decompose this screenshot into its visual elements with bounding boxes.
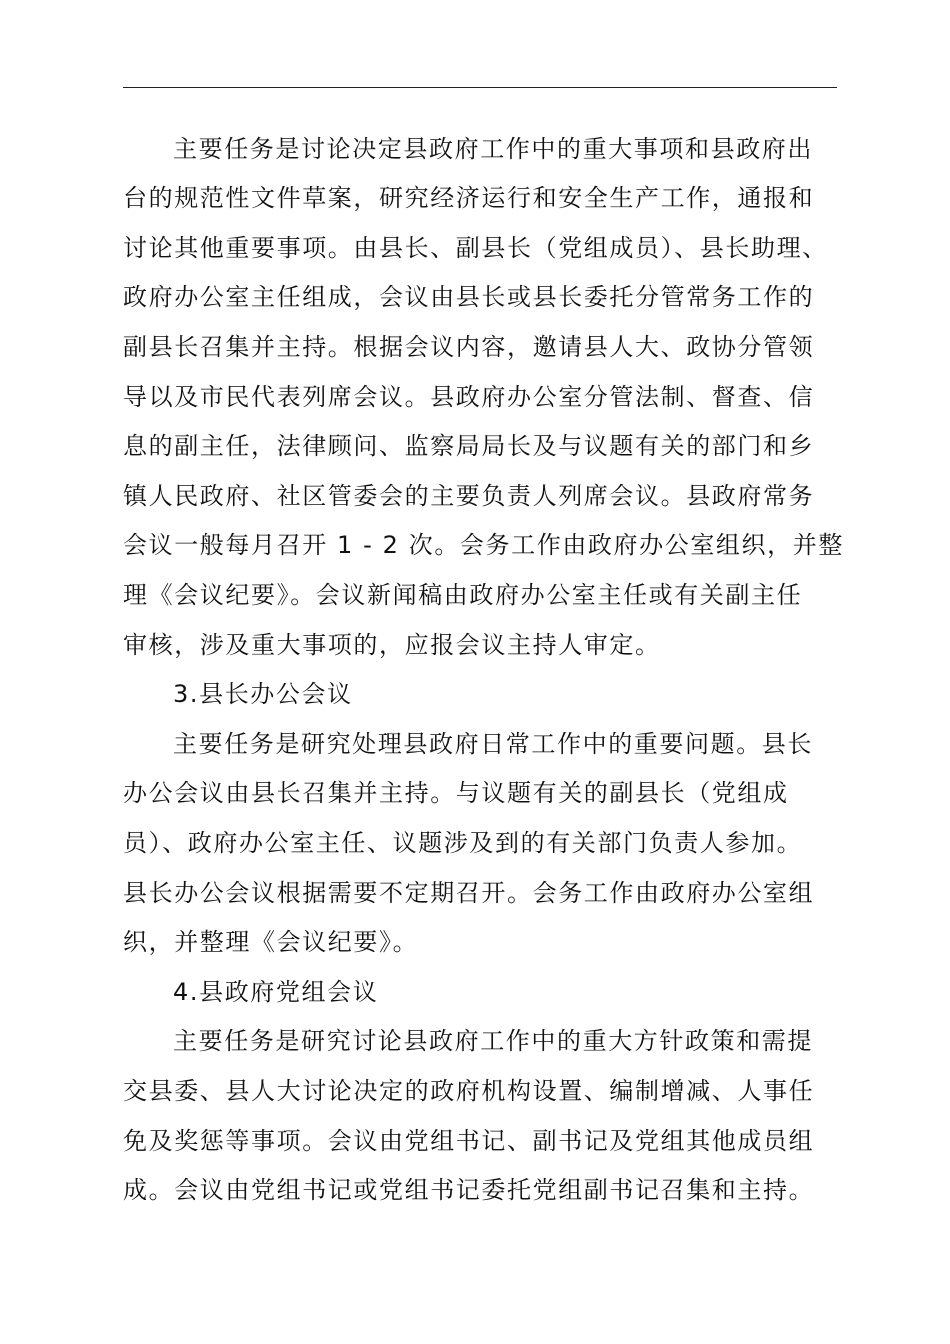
paragraph-line: 息的副主任，法律顾问、监察局局长及与议题有关的部门和乡	[123, 432, 815, 460]
section-heading: 3.县长办公会议	[173, 680, 353, 708]
paragraph-line: 主要任务是研究处理县政府日常工作中的重要问题。县长	[173, 730, 813, 758]
paragraph-line: 台的规范性文件草案，研究经济运行和安全生产工作，通报和	[123, 184, 815, 212]
paragraph-line: 主要任务是研究讨论县政府工作中的重大方针政策和需提	[173, 1027, 813, 1055]
paragraph-line: 导以及市民代表列席会议。县政府办公室分管法制、督查、信	[123, 383, 815, 411]
paragraph-line: 副县长召集并主持。根据会议内容，邀请县人大、政协分管领	[123, 333, 815, 361]
paragraph-line: 成。会议由党组书记或党组书记委托党组副书记召集和主持。	[123, 1176, 815, 1204]
paragraph-line: 会议一般每月召开 1 - 2 次。会务工作由政府办公室组织，并整	[123, 531, 844, 559]
paragraph-line: 员）、政府办公室主任、议题涉及到的有关部门负责人参加。	[123, 829, 803, 857]
paragraph-line: 织，并整理《会议纪要》。	[123, 928, 419, 956]
paragraph-line: 理《会议纪要》。会议新闻稿由政府办公室主任或有关副主任	[123, 581, 803, 609]
paragraph-line: 免及奖惩等事项。会议由党组书记、副书记及党组其他成员组	[123, 1127, 815, 1155]
paragraph-line: 主要任务是讨论决定县政府工作中的重大事项和县政府出	[173, 135, 813, 163]
paragraph-line: 交县委、县人大讨论决定的政府机构设置、编制增减、人事任	[123, 1077, 815, 1105]
paragraph-line: 镇人民政府、社区管委会的主要负责人列席会议。县政府常务	[123, 482, 815, 510]
paragraph-line: 办公会议由县长召集并主持。与议题有关的副县长（党组成	[123, 779, 789, 807]
paragraph-line: 审核，涉及重大事项的，应报会议主持人审定。	[123, 631, 661, 659]
paragraph-line: 县长办公会议根据需要不定期召开。会务工作由政府办公室组	[123, 879, 815, 907]
paragraph-line: 政府办公室主任组成，会议由县长或县长委托分管常务工作的	[123, 283, 815, 311]
section-heading: 4.县政府党组会议	[173, 978, 379, 1006]
paragraph-line: 讨论其他重要事项。由县长、副县长（党组成员）、县长助理、	[123, 234, 828, 262]
header-rule	[123, 87, 837, 88]
